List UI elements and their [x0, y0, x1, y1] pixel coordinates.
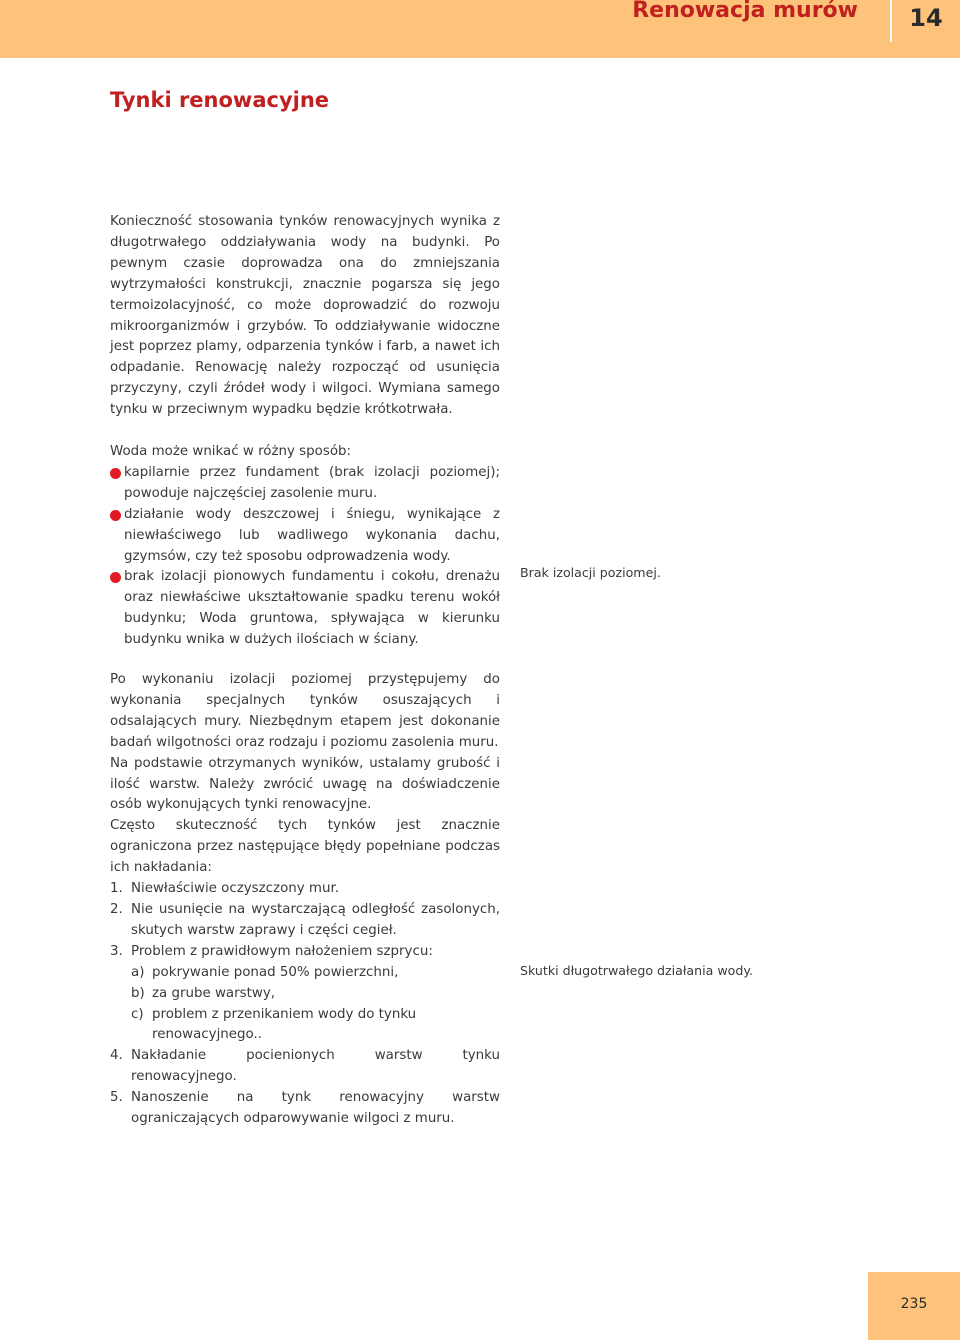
page-number-box: [868, 1272, 960, 1340]
chapter-number: 14: [909, 4, 943, 32]
renovation-section: [110, 670, 500, 1130]
error-list: [110, 879, 500, 1130]
list-item: [110, 567, 500, 651]
sub-list-item: [110, 984, 500, 1005]
paragraph: Po wykonaniu izolacji poziomej przystępujemy do wykonania specjalnych tynków osuszających i odsalających mury. Niezbędnym etapem jest dokonanie badań wilgotności oraz rodzaju i poziomu zasolenia muru.: [110, 672, 500, 750]
list-item-text: Niewłaściwie oczyszczony mur.: [131, 881, 339, 897]
list-item: [110, 879, 500, 900]
bullet-icon: [110, 468, 121, 479]
list-number: 2.: [110, 901, 123, 917]
sub-list-item: [110, 1005, 500, 1047]
list-item: [110, 942, 500, 963]
list-item: [110, 463, 500, 505]
list-number: 5.: [110, 1090, 123, 1106]
list-item: [110, 900, 500, 942]
list-item-text: kapilarnie przez fundament (brak izolacji poziomej); powoduje najczęściej zasolenie muru.: [124, 464, 500, 501]
list-item: [110, 1046, 500, 1088]
section-title: Tynki renowacyjne: [110, 88, 330, 112]
page-number: 235: [900, 1296, 928, 1312]
image-caption: Brak izolacji poziomej.: [520, 565, 661, 580]
image-caption: Skutki długotrwałego działania wody.: [520, 963, 754, 978]
chapter-number-box: [890, 0, 960, 42]
paragraph: Na podstawie otrzymanych wyników, ustalamy grubość i ilość warstw. Należy zwrócić uwagę na doświadczenie osób wykonujących tynki renowacyjne.: [110, 755, 500, 813]
list-item-text: Nie usunięcie na wystarczającą odległość zasolonych, skutych warstw zaprawy i części cegieł.: [131, 901, 500, 938]
sub-list-item: [110, 963, 500, 984]
list-item-text: brak izolacji pionowych fundamentu i cokołu, drenażu oraz niewłaściwe ukształtowanie spadku terenu wokół budynku; Woda gruntowa, spływająca w kierunku budynku wnika w dużych ilościach w ściany.: [124, 569, 500, 648]
water-lead: Woda może wnikać w różny sposób:: [110, 444, 352, 459]
list-item-text: Nakładanie pocienionych warstw tynku renowacyjnego.: [131, 1048, 500, 1085]
sub-list-text: pokrywanie ponad 50% powierzchni,: [152, 964, 399, 980]
bullet-icon: [110, 510, 121, 521]
list-number: 4.: [110, 1048, 123, 1064]
list-number: 1.: [110, 881, 123, 897]
sub-list-text: za grube warstwy,: [152, 985, 276, 1001]
sub-list-label: a): [131, 964, 145, 980]
list-item-text: Nanoszenie na tynk renowacyjny warstw ograniczających odparowywanie wilgoci z muru.: [131, 1090, 500, 1127]
sub-list-text: problem z przenikaniem wody do tynku renowacyjnego..: [152, 1006, 417, 1043]
sub-list-label: b): [131, 985, 145, 1001]
list-item-text: Problem z prawidłowym nałożeniem szprycu:: [131, 943, 433, 959]
sub-list-label: c): [131, 1006, 144, 1022]
list-item: [110, 1088, 500, 1130]
list-item: [110, 505, 500, 568]
paragraph: Często skuteczność tych tynków jest znacznie ograniczona przez następujące błędy popełniane podczas ich nakładania:: [110, 818, 500, 876]
water-ingress-section: [110, 442, 500, 651]
intro-section: [110, 212, 500, 421]
intro-paragraph: Konieczność stosowania tynków renowacyjnych wynika z długotrwałego oddziaływania wody na budynki. Po pewnym czasie doprowadza ona do zmniejszania wytrzymałości konstrukcji, znacznie pogarsza się jego termoizolacyjność, co może doprowadzić do rozwoju mikroorganizmów i grzybów. To oddziaływanie widoczne jest poprzez plamy, odparzenia tynków i farb, a nawet ich odpadanie. Renowację należy rozpocząć od usunięcia przyczyny, czyli źródeł wody i wilgoci. Wymiana samego tynku w przeciwnym wypadku będzie krótkotrwała.: [110, 214, 500, 418]
bullet-icon: [110, 572, 121, 583]
list-item-text: działanie wody deszczowej i śniegu, wynikające z niewłaściwego lub wadliwego wykonania dachu, gzymsów, czy też sposobu odprowadzenia wody.: [124, 506, 500, 564]
list-number: 3.: [110, 943, 123, 959]
chapter-title: Renowacja murów: [632, 0, 858, 23]
